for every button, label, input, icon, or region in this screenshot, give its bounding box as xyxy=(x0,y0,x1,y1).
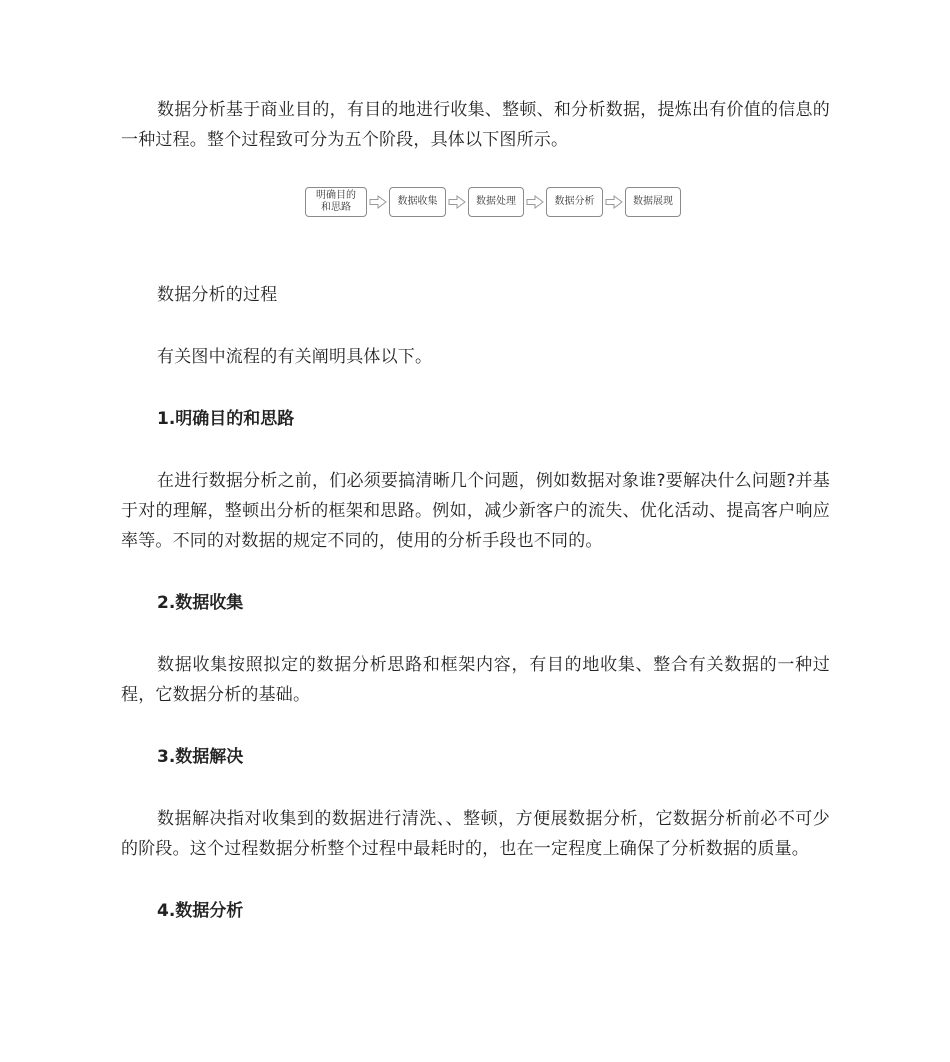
figure-caption: 数据分析的过程 xyxy=(157,285,278,305)
lead-paragraph: 有关图中流程的有关阐明具体以下。 xyxy=(157,347,433,367)
hollow-right-arrow-icon xyxy=(603,194,625,210)
section-heading-4: 4.数据分析 xyxy=(157,901,244,921)
section-heading-2: 2.数据收集 xyxy=(157,593,244,613)
flow-step-process: 数据处理 xyxy=(468,187,524,217)
flow-step-goal: 明确目的 和思路 xyxy=(305,187,367,217)
hollow-right-arrow-icon xyxy=(524,194,546,210)
hollow-right-arrow-icon xyxy=(367,194,389,210)
section-body-2: 数据收集按照拟定的数据分析思路和框架内容，有目的地收集、整合有关数据的一种过程，它数据分析的基础。 xyxy=(121,655,830,705)
section-heading-3: 3.数据解决 xyxy=(157,747,244,767)
flow-step-analyze: 数据分析 xyxy=(546,187,603,217)
section-body-3: 数据解决指对收集到的数据进行清洗、、整顿，方便展数据分析，它数据分析前必不可少的阶段。这个过程数据分析整个过程中最耗时的，也在一定程度上确保了分析数据的质量。 xyxy=(121,809,830,859)
flow-diagram-area xyxy=(121,155,830,280)
intro-paragraph: 数据分析基于商业目的，有目的地进行收集、整顿、和分析数据，提炼出有价值的信息的一种过程。整个过程致可分为五个阶段，具体以下图所示。 xyxy=(121,100,830,150)
flow-step-collect: 数据收集 xyxy=(389,187,446,217)
flow-step-present: 数据展现 xyxy=(625,187,681,217)
flow-diagram xyxy=(305,187,681,217)
section-body-1: 在进行数据分析之前，们必须要搞清晰几个问题，例如数据对象谁?要解决什么问题?并基于对的理解，整顿出分析的框架和思路。例如，减少新客户的流失、优化活动、提高客户响应率等。不同的对数据的规定不同的，使用的分析手段也不同的。 xyxy=(121,471,830,551)
hollow-right-arrow-icon xyxy=(446,194,468,210)
section-heading-1: 1.明确目的和思路 xyxy=(157,409,295,429)
